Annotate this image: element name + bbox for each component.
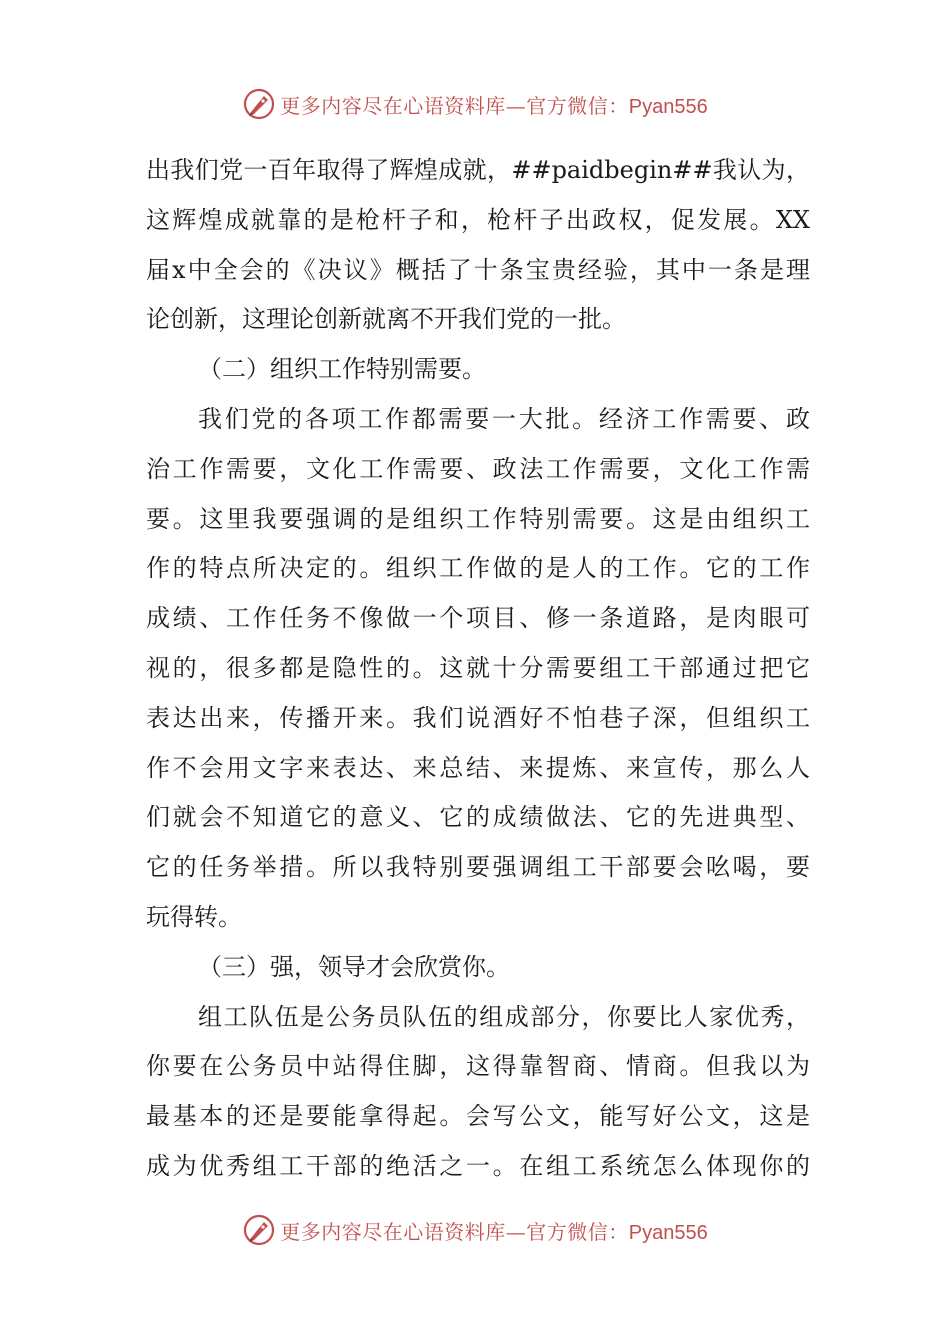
text-line: 最基本的还是要能拿得起。会写公文，能写好公文，这是 [146, 1102, 810, 1131]
text-line: 届x中全会的《决议》概括了十条宝贵经验，其中一条是理 [146, 255, 810, 284]
text-line: 们就会不知道它的意义、它的成绩做法、它的先进典型、 [146, 803, 810, 832]
banner-text: 更多内容尽在心语资料库—官方微信：Pyan556 [280, 93, 708, 118]
banner-brand: Pyan556 [628, 95, 708, 118]
banner-text: 更多内容尽在心语资料库—官方微信：Pyan556 [280, 1219, 708, 1244]
text-line: 治工作需要，文化工作需要、政法工作需要，文化工作需 [146, 454, 810, 483]
text-line: 出我们党一百年取得了辉煌成就，##paidbegin##我认为， [146, 156, 810, 184]
text-line: 组工队伍是公务员队伍的组成部分，你要比人家优秀， [198, 1002, 810, 1031]
text-line: 成绩、工作任务不像做一个项目、修一条道路，是肉眼可 [146, 604, 810, 633]
text-line: 这辉煌成就靠的是枪杆子和，枪杆子出政权，促发展。XX [146, 205, 810, 234]
section-heading: （三）强，领导才会欣赏你。 [198, 952, 510, 981]
text-line: 玩得转。 [146, 902, 242, 931]
text-line: 表达出来，传播开来。我们说酒好不怕巷子深，但组织工 [146, 703, 810, 732]
text-line: 你要在公务员中站得住脚，这得靠智商、情商。但我以为 [146, 1052, 810, 1081]
section-heading: （二）组织工作特别需要。 [198, 355, 486, 384]
text-line: 论创新，这理论创新就离不开我们党的一批。 [146, 305, 626, 334]
document-body [146, 146, 810, 1192]
pen-nib-logo-icon [242, 87, 276, 121]
text-line: 作不会用文字来表达、来总结、来提炼、来宣传，那么人 [146, 753, 810, 782]
footer-banner [0, 1208, 950, 1252]
text-line: 作的特点所决定的。组织工作做的是人的工作。它的工作 [146, 554, 810, 583]
text-line: 要。这里我要强调的是组织工作特别需要。这是由组织工 [146, 504, 810, 533]
header-banner [0, 82, 950, 126]
text-line: 成为优秀组工干部的绝活之一。在组工系统怎么体现你的 [146, 1151, 810, 1180]
pen-nib-logo-icon [242, 1213, 276, 1247]
text-line: 它的任务举措。所以我特别要强调组工干部要会吆喝，要 [146, 853, 810, 882]
text-line: 视的，很多都是隐性的。这就十分需要组工干部通过把它 [146, 653, 810, 682]
banner-brand: Pyan556 [628, 1221, 708, 1244]
text-line: 我们党的各项工作都需要一大批。经济工作需要、政 [198, 404, 810, 433]
